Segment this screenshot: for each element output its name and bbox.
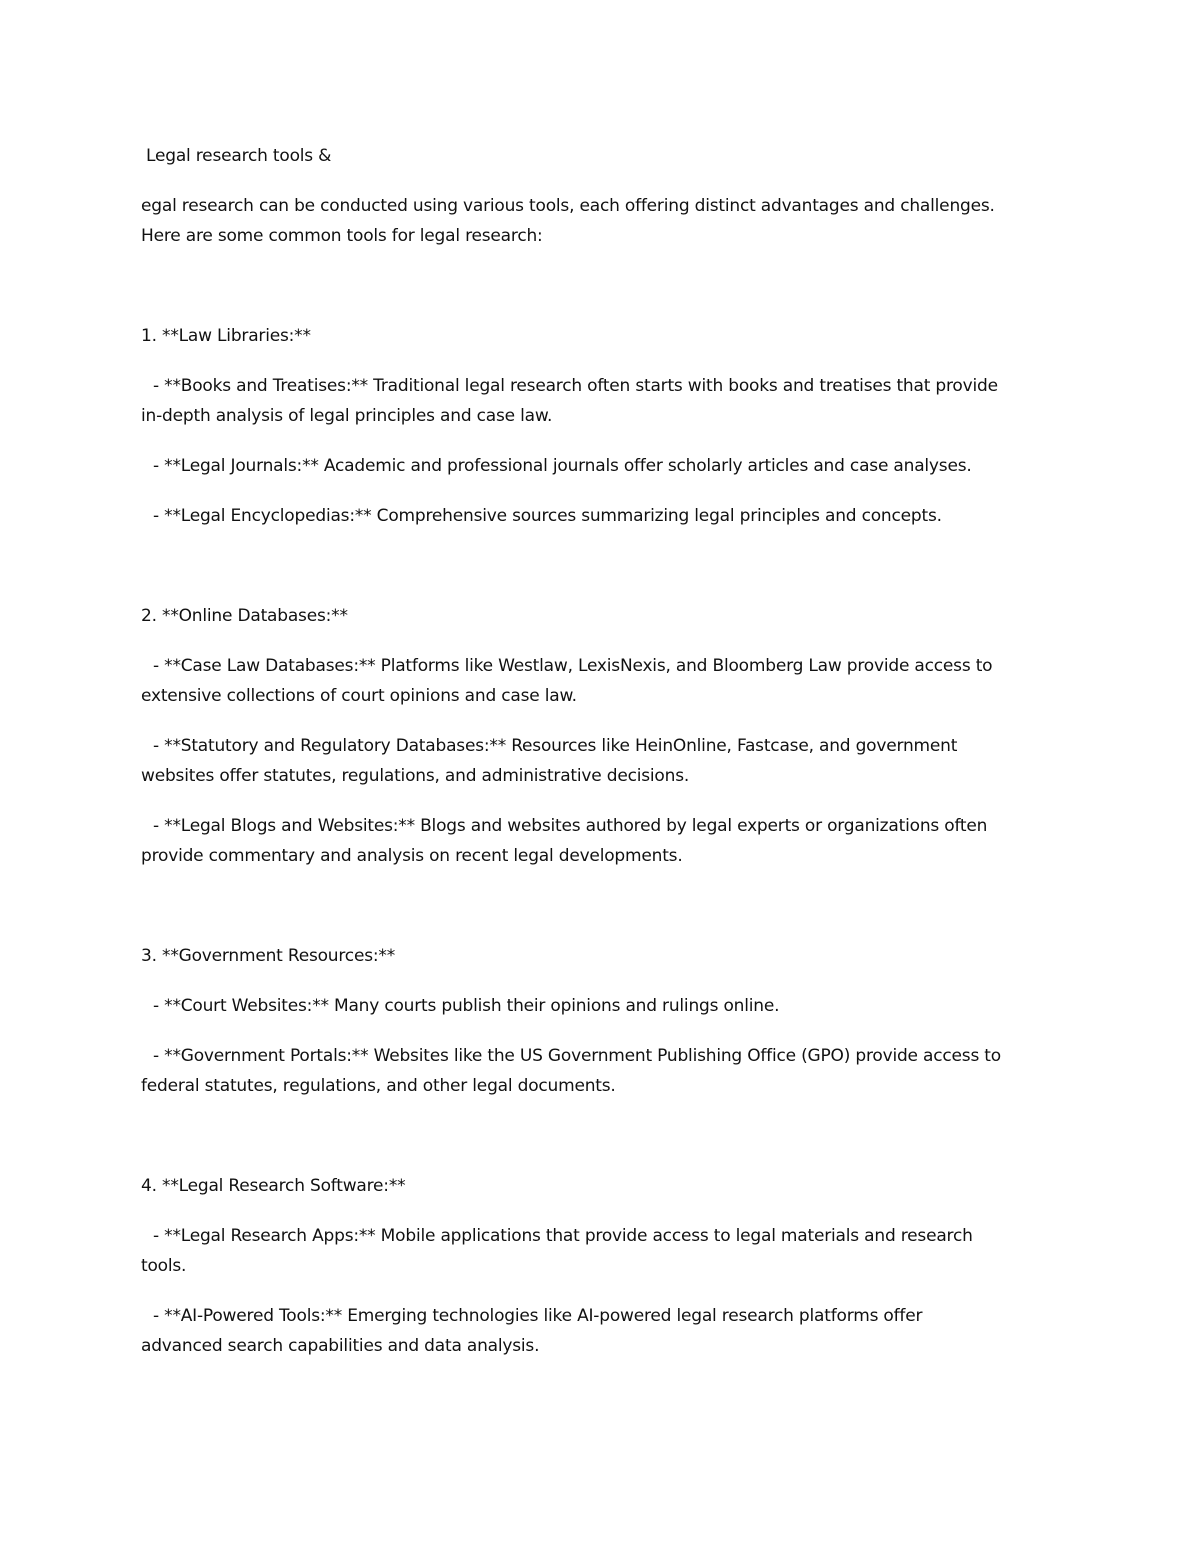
list-item-legal-blogs: - **Legal Blogs and Websites:** Blogs and websites authored by legal experts or organizations often <box>153 816 988 836</box>
list-item-government-portals: - **Government Portals:** Websites like the US Government Publishing Office (GPO) provide access to <box>153 1046 1001 1066</box>
list-item-legal-encyclopedias: - **Legal Encyclopedias:** Comprehensive sources summarizing legal principles and concepts. <box>153 506 942 526</box>
list-item-legal-blogs-cont: provide commentary and analysis on recent legal developments. <box>141 846 683 866</box>
section-heading-legal-research-software: 4. **Legal Research Software:** <box>141 1176 406 1196</box>
list-item-ai-powered-tools: - **AI-Powered Tools:** Emerging technologies like AI-powered legal research platforms offer <box>153 1306 923 1326</box>
list-item-ai-powered-tools-cont: advanced search capabilities and data analysis. <box>141 1336 540 1356</box>
section-heading-online-databases: 2. **Online Databases:** <box>141 606 348 626</box>
intro-line-1: egal research can be conducted using various tools, each offering distinct advantages and challenges. <box>141 196 995 216</box>
list-item-statutory-databases-cont: websites offer statutes, regulations, and administrative decisions. <box>141 766 690 786</box>
list-item-books-and-treatises-cont: in-depth analysis of legal principles and case law. <box>141 406 553 426</box>
intro-line-2: Here are some common tools for legal research: <box>141 226 543 246</box>
list-item-government-portals-cont: federal statutes, regulations, and other legal documents. <box>141 1076 616 1096</box>
list-item-case-law-databases-cont: extensive collections of court opinions and case law. <box>141 686 577 706</box>
list-item-statutory-databases: - **Statutory and Regulatory Databases:** Resources like HeinOnline, Fastcase, and government <box>153 736 958 756</box>
section-heading-law-libraries: 1. **Law Libraries:** <box>141 326 311 346</box>
document-title: Legal research tools & <box>146 146 332 166</box>
list-item-legal-research-apps: - **Legal Research Apps:** Mobile applications that provide access to legal materials and research <box>153 1226 973 1246</box>
list-item-legal-journals: - **Legal Journals:** Academic and professional journals offer scholarly articles and case analyses. <box>153 456 972 476</box>
list-item-case-law-databases: - **Case Law Databases:** Platforms like Westlaw, LexisNexis, and Bloomberg Law provide access to <box>153 656 993 676</box>
list-item-court-websites: - **Court Websites:** Many courts publish their opinions and rulings online. <box>153 996 780 1016</box>
section-heading-government-resources: 3. **Government Resources:** <box>141 946 395 966</box>
list-item-legal-research-apps-cont: tools. <box>141 1256 187 1276</box>
list-item-books-and-treatises: - **Books and Treatises:** Traditional legal research often starts with books and treatises that provide <box>153 376 998 396</box>
